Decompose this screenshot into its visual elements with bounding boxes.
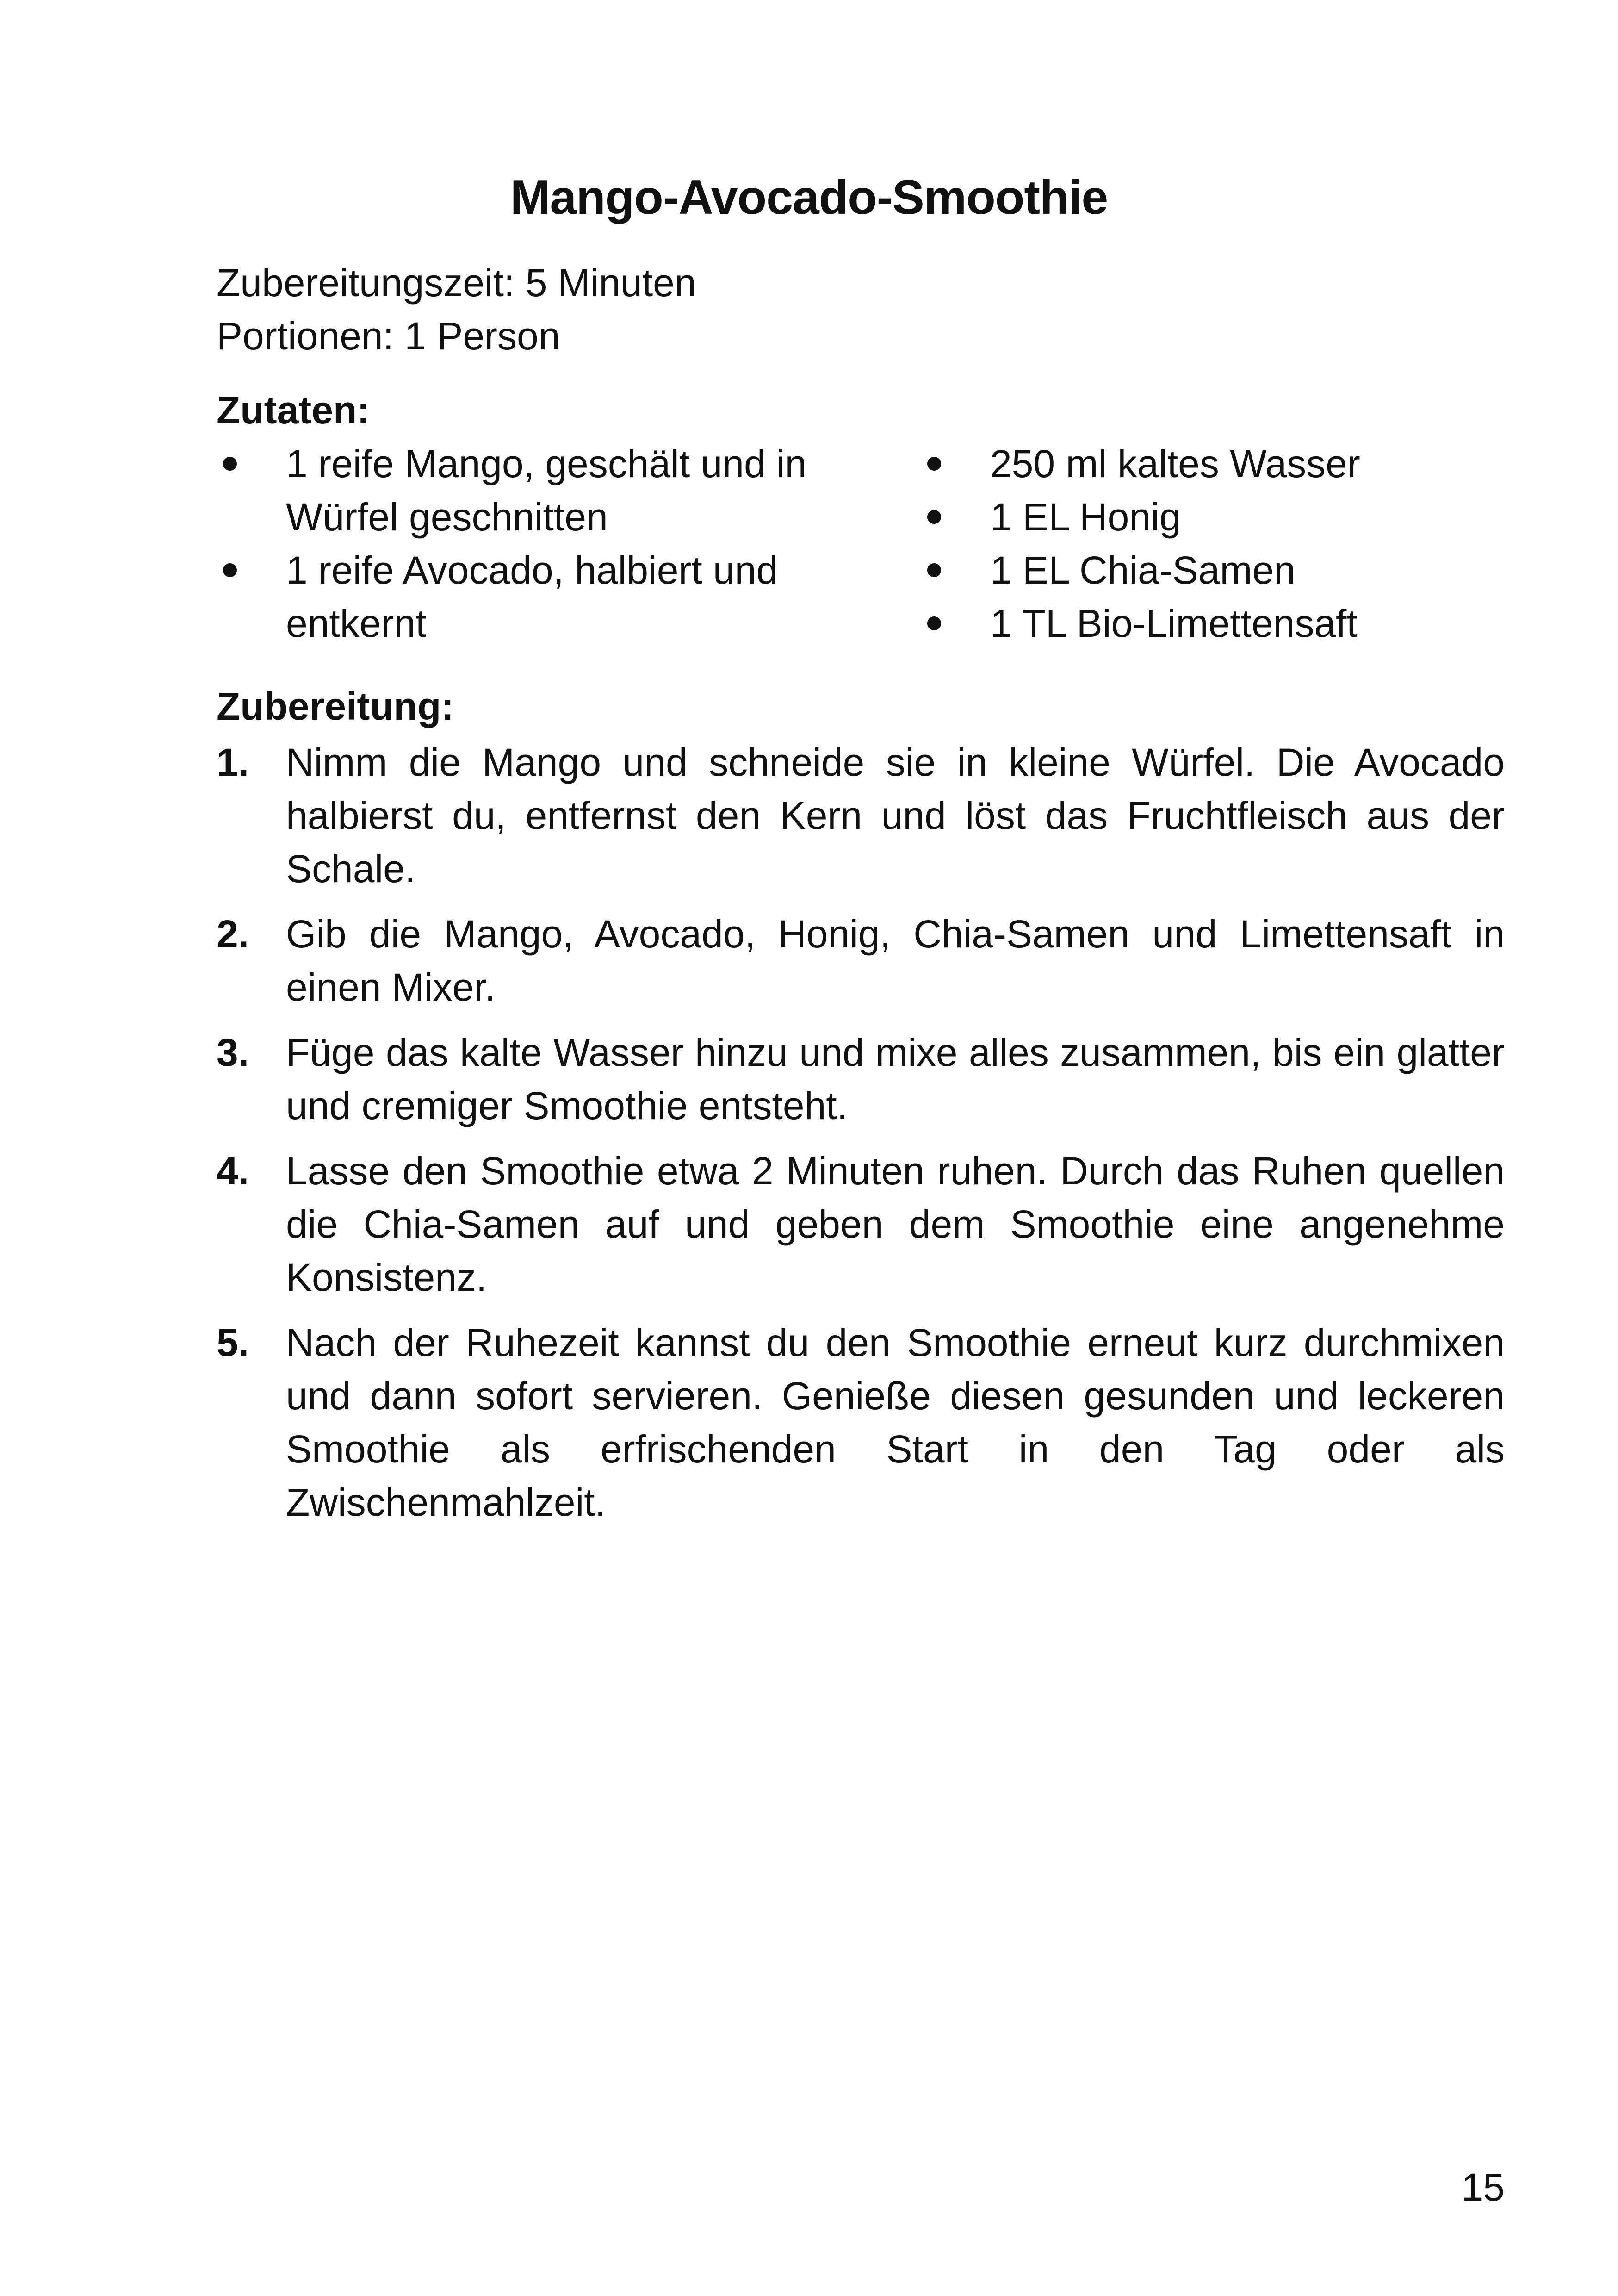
ingredient-item: 250 ml kaltes Wasser: [921, 437, 1522, 491]
preparation-steps: [217, 736, 1505, 1541]
step-item: [217, 1145, 1505, 1304]
ingredient-item: 1 reife Avocado, halbiert und entkernt: [217, 544, 841, 650]
step-number: 2.: [217, 912, 249, 956]
servings: Portionen: 1 Person: [217, 314, 560, 358]
step-number: 3.: [217, 1031, 249, 1074]
ingredients-list-right: [921, 437, 1522, 650]
step-item: [217, 1316, 1505, 1529]
ingredients-heading: Zutaten:: [217, 388, 370, 432]
ingredient-item: 1 reife Mango, geschält und in Würfel geschnitten: [217, 437, 841, 544]
step-text: Nimm die Mango und schneide sie in kleine Würfel. Die Avocado halbierst du, entfernst den Kern und löst das Fruchtfleisch aus der Schale.: [286, 740, 1505, 890]
step-item: [217, 736, 1505, 896]
recipe-title: Mango-Avocado-Smoothie: [510, 171, 1108, 224]
bullet-icon: [223, 563, 237, 577]
page-number: 15: [1461, 2165, 1505, 2209]
bullet-icon: [927, 563, 941, 577]
ingredients-list-left: [217, 437, 841, 650]
step-item: [217, 908, 1505, 1014]
ingredient-item: 1 EL Chia-Samen: [921, 544, 1522, 597]
preparation-heading: Zubereitung:: [217, 684, 454, 728]
step-text: Füge das kalte Wasser hinzu und mixe alles zusammen, bis ein glatter und cremiger Smoothie entsteht.: [286, 1031, 1505, 1127]
bullet-icon: [927, 510, 941, 524]
step-text: Nach der Ruhezeit kannst du den Smoothie erneut kurz durchmixen und dann sofort servieren. Genieße diesen gesunden und leckeren Smoothie als erfrischenden Start in den Tag oder als Zwischenmahlzeit.: [286, 1321, 1505, 1524]
step-number: 5.: [217, 1321, 249, 1364]
step-text: Lasse den Smoothie etwa 2 Minuten ruhen. Durch das Ruhen quellen die Chia-Samen auf und geben dem Smoothie eine angenehme Konsistenz.: [286, 1149, 1505, 1299]
ingredient-item: 1 EL Honig: [921, 491, 1522, 544]
step-item: [217, 1026, 1505, 1132]
bullet-icon: [927, 616, 941, 630]
ingredient-item: 1 TL Bio-Limettensaft: [921, 597, 1522, 650]
bullet-icon: [927, 457, 941, 471]
step-number: 4.: [217, 1149, 249, 1193]
prep-time: Zubereitungszeit: 5 Minuten: [217, 261, 696, 305]
bullet-icon: [223, 457, 237, 471]
step-text: Gib die Mango, Avocado, Honig, Chia-Samen und Limettensaft in einen Mixer.: [286, 912, 1505, 1009]
step-number: 1.: [217, 740, 249, 784]
